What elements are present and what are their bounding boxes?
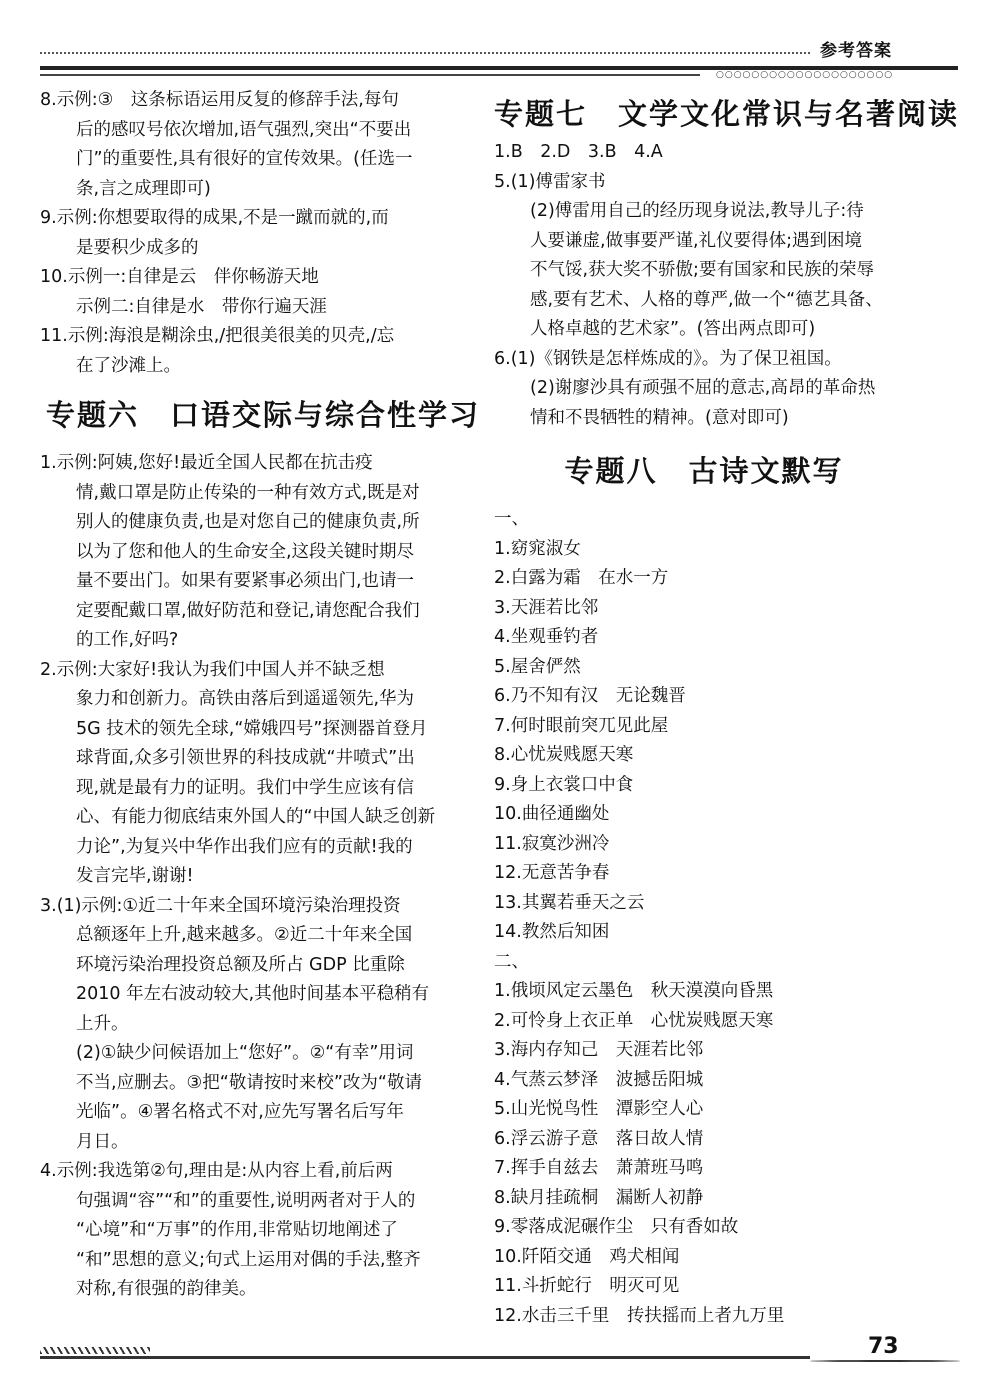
answer-line: 总额逐年上升,越来越多。②近二十年来全国: [76, 925, 413, 945]
answer-line: 4.坐观垂钓者: [494, 627, 599, 647]
answer-line: 1.示例:阿姨,您好!最近全国人民都在抗击疫: [40, 453, 373, 473]
answer-line: 14.教然后知困: [494, 922, 610, 942]
answer-line: 9.身上衣裳口中食: [494, 774, 634, 795]
answer-line: 后的感叹号依次增加,语气强烈,突出“不要出: [76, 119, 412, 140]
answer-line: 发言完毕,谢谢!: [76, 866, 194, 886]
answer-line: 句强调“容”“和”的重要性,说明两者对于人的: [76, 1190, 416, 1211]
answer-line: 3.海内存知己 天涯若比邻: [494, 1040, 704, 1060]
answer-line: 2.白露为霜 在水一方: [494, 568, 669, 588]
footer-wave: [810, 1360, 960, 1362]
answer-line: 6.乃不知有汉 无论魏晋: [494, 686, 686, 706]
answer-line: 以为了您和他人的生命安全,这段关键时期尽: [76, 541, 415, 562]
header-beads: ○○○○○○○○○○○○○○○○○○○○: [716, 70, 894, 80]
answer-line: (2)谢廖沙具有顽强不屈的意志,高昂的革命热: [530, 378, 876, 398]
section-6-heading: 专题六 口语交际与综合性学习: [46, 398, 481, 432]
answer-line: 3.天涯若比邻: [494, 597, 599, 618]
answer-line: 11.寂寞沙洲冷: [494, 833, 610, 854]
answer-line: 13.其翼若垂天之云: [494, 892, 645, 913]
section-8-heading: 专题八 古诗文默写: [564, 454, 844, 488]
footer-hatch: [40, 1347, 150, 1354]
answer-line: 6.(1)《钢铁是怎样炼成的》。为了保卫祖国。: [494, 348, 842, 369]
answer-line: 1.俄顷风定云墨色 秋天漠漠向昏黑: [494, 981, 774, 1001]
page-number: 73: [868, 1334, 899, 1359]
answer-line: 12.水击三千里 抟扶摇而上者九万里: [494, 1305, 785, 1326]
answer-line: 是要积少成多的: [76, 237, 199, 258]
answer-line: 示例二:自律是水 带你行遍天涯: [76, 296, 327, 317]
answer-line: 5.山光悦鸟性 潭影空人心: [494, 1099, 704, 1119]
header-dotted-line: [40, 52, 810, 54]
answer-line: 力论”,为复兴中华作出我们应有的贡献!我的: [76, 836, 413, 857]
answer-line: 1.窈窕淑女: [494, 538, 581, 559]
answer-line: 2.示例:大家好!我认为我们中国人并不缺乏想: [40, 659, 385, 680]
section-7-heading: 专题七 文学文化常识与名著阅读: [494, 97, 960, 131]
left-top-answers: [40, 86, 460, 381]
answer-line: 3.(1)示例:①近二十年来全国环境污染治理投资: [40, 895, 401, 916]
answer-line: 感,要有艺术、人格的尊严,做一个“德艺具备、: [530, 289, 883, 310]
answer-line: “心境”和“万事”的作用,非常贴切地阐述了: [76, 1220, 398, 1240]
answer-line: 12.无意苦争春: [494, 863, 610, 883]
header-label: 参考答案: [820, 41, 892, 61]
answer-line: 环境污染治理投资总额及所占 GDP 比重除: [76, 954, 405, 975]
answer-line: 9.零落成泥碾作尘 只有香如故: [494, 1217, 739, 1237]
answer-line: 条,言之成理即可): [76, 178, 211, 199]
answer-line: 5.屋舍俨然: [494, 656, 581, 677]
part-2-label: 二、: [494, 951, 529, 972]
answer-line: 情和不畏牺牲的精神。(意对即可): [530, 407, 789, 428]
answer-line: (2)①缺少问候语加上“您好”。②“有幸”用词: [76, 1043, 414, 1063]
answer-line: 4.示例:我选第②句,理由是:从内容上看,前后两: [40, 1161, 393, 1181]
answer-line: 的工作,好吗?: [76, 630, 179, 650]
footer-rule: [40, 1356, 810, 1359]
answer-line: 5G 技术的领先全球,“嫦娥四号”探测器首登月: [76, 718, 428, 739]
answer-line: 2.可怜身上衣正单 心忧炭贱愿天寒: [494, 1010, 774, 1031]
answer-line: 10.示例一:自律是云 伴你畅游天地: [40, 267, 319, 287]
answer-line: 11.示例:海浪是糊涂虫,/把很美很美的贝壳,/忘: [40, 326, 395, 346]
answer-line: 11.斗折蛇行 明灭可见: [494, 1276, 680, 1296]
answer-line: 6.浮云游子意 落日故人情: [494, 1128, 704, 1149]
answer-line: 8.缺月挂疏桐 漏断人初静: [494, 1187, 704, 1208]
answer-line: 人要谦虚,做事要严谨,礼仪要得体;遇到困境: [530, 230, 863, 251]
answer-line: 心、有能力彻底结束外国人的“中国人缺乏创新: [76, 807, 436, 827]
answer-line: 7.挥手自兹去 萧萧班马鸣: [494, 1158, 704, 1178]
answer-line: 月日。: [76, 1131, 129, 1152]
answer-line: 光临”。④署名格式不对,应先写署名后写年: [76, 1102, 404, 1122]
answer-line: 8.示例:③ 这条标语运用反复的修辞手法,每句: [40, 90, 399, 110]
answer-line: 10.阡陌交通 鸡犬相闻: [494, 1246, 680, 1267]
answer-line: 不气馁,获大奖不骄傲;要有国家和民族的荣辱: [530, 260, 874, 280]
answer-line: 门”的重要性,具有很好的宣传效果。(任选一: [76, 149, 413, 169]
answer-line: 9.示例:你想要取得的成果,不是一蹴而就的,而: [40, 208, 389, 228]
answer-line: “和”思想的意义;句式上运用对偶的手法,整齐: [76, 1249, 421, 1270]
answer-line: 球背面,众多引领世界的科技成就“井喷式”出: [76, 748, 415, 768]
left-column: [40, 86, 481, 1305]
answer-line: 定要配戴口罩,做好防范和登记,请您配合我们: [76, 600, 420, 621]
answer-line: 别人的健康负责,也是对您自己的健康负责,所: [76, 512, 420, 532]
answer-line: 上升。: [76, 1013, 129, 1034]
answer-line: 象力和创新力。高铁由落后到遥遥领先,华为: [76, 689, 415, 709]
answer-line: 在了沙滩上。: [76, 355, 181, 376]
right-column: [494, 86, 960, 1331]
answer-line: 10.曲径通幽处: [494, 804, 610, 824]
section-6-answers: [40, 449, 460, 1305]
answer-line: 5.(1)傅雷家书: [494, 171, 606, 192]
answer-line: (2)傅雷用自己的经历现身说法,教导儿子:待: [530, 201, 864, 221]
answer-line: 对称,有很强的韵律美。: [76, 1279, 257, 1299]
section-7-answers: [494, 138, 914, 433]
answer-line: 现,就是最有力的证明。我们中学生应该有信: [76, 777, 415, 798]
part-1-answers: [494, 535, 914, 948]
part-1-label: 一、: [494, 509, 529, 529]
answer-line: 量不要出门。如果有要紧事必须出门,也请一: [76, 571, 415, 591]
answer-line: 不当,应删去。③把“敬请按时来校”改为“敬请: [76, 1072, 422, 1093]
answer-line: 2010 年左右波动较大,其他时间基本平稳稍有: [76, 984, 430, 1004]
answer-line: 4.气蒸云梦泽 波撼岳阳城: [494, 1069, 704, 1090]
answer-line: 人格卓越的艺术家”。(答出两点即可): [530, 319, 816, 339]
header-rule-thin: [40, 74, 700, 76]
answer-line: 8.心忧炭贱愿天寒: [494, 745, 634, 765]
answer-line: 1.B 2.D 3.B 4.A: [494, 142, 663, 162]
answer-line: 7.何时眼前突兀见此屋: [494, 715, 669, 736]
part-2-answers: [494, 977, 914, 1331]
answer-line: 情,戴口罩是防止传染的一种有效方式,既是对: [76, 482, 420, 503]
